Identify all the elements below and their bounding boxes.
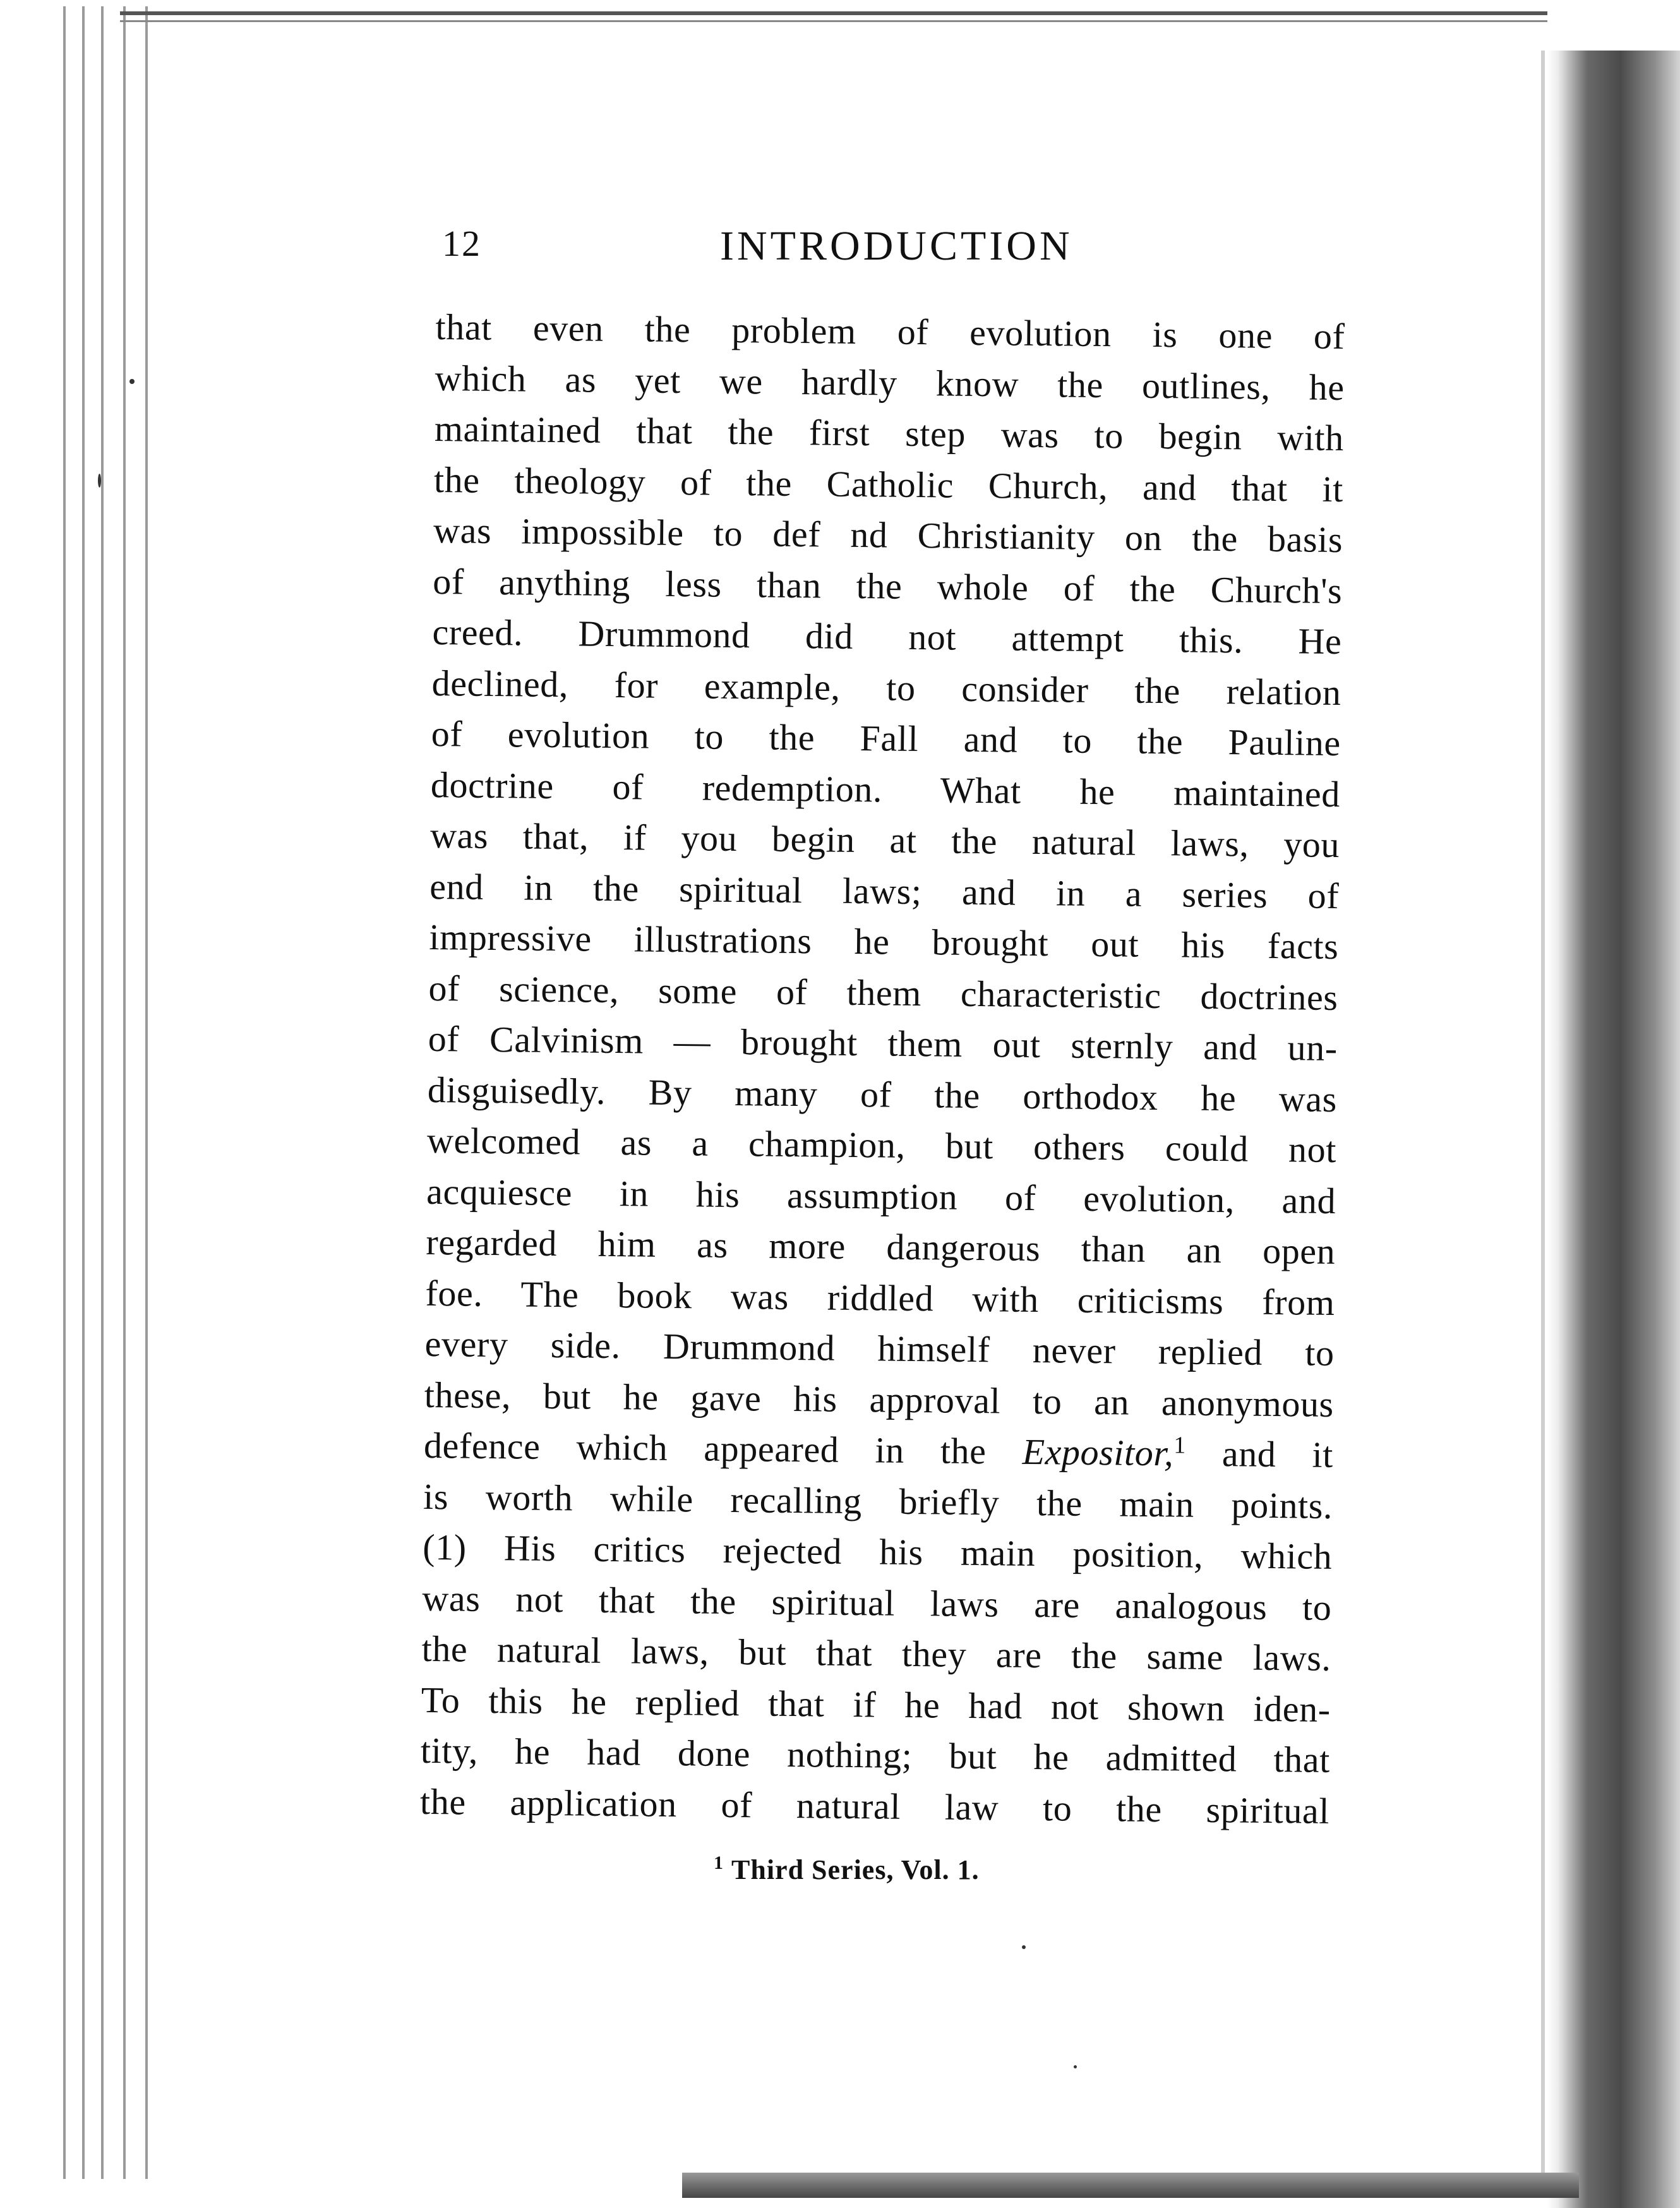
text-line: welcomed as a champion, but others could not (426, 1119, 1337, 1171)
page-edge-line (123, 6, 126, 2179)
text-line: foe. The book was riddled with criticisms from (425, 1272, 1335, 1323)
scan-speck (129, 379, 135, 384)
text-line: of science, some of them characteristic doctrines (428, 967, 1338, 1018)
italic-title: Expositor, (1022, 1431, 1174, 1474)
text-line: declined, for example, to consider the relation (431, 662, 1341, 713)
top-edge-rule-secondary (120, 20, 1547, 22)
text-line: of evolution to the Fall and to the Pauline (431, 712, 1341, 764)
book-spine-shadow (1547, 51, 1680, 2208)
text-line: these, but he gave his approval to an anonymous (424, 1374, 1335, 1425)
bottom-edge-rule (682, 2173, 1579, 2198)
text-line: acquiesce in his assumption of evolution, and (426, 1170, 1336, 1221)
text-line: every side. Drummond himself never replied to (424, 1323, 1335, 1374)
footnote (714, 1854, 980, 1886)
text-line: the natural laws, but that they are the same laws. (421, 1628, 1331, 1679)
text-line: of Calvinism — brought them out sternly and un- (428, 1017, 1338, 1069)
text-segment: defence which appeared in the (423, 1424, 1023, 1472)
page-edge-line (82, 6, 85, 2179)
gutter-line (1541, 51, 1545, 2173)
text-line: tity, he had done nothing; but he admitted that (420, 1729, 1331, 1780)
text-line: disguisedly. By many of the orthodox he was (427, 1069, 1338, 1120)
footnote-marker: 1 (714, 1852, 724, 1873)
text-line: was that, if you begin at the natural laws, you (429, 814, 1340, 866)
scan-speck (1022, 1945, 1026, 1949)
page-number: 12 (442, 223, 481, 264)
text-line: creed. Drummond did not attempt this. He (432, 611, 1342, 663)
text-line-with-footnote-ref (424, 1420, 1334, 1481)
top-edge-rule (120, 11, 1547, 15)
text-segment: and it (1185, 1432, 1334, 1475)
page-edge-line (101, 6, 104, 2179)
text-line: was impossible to def nd Christianity on the basis (433, 509, 1343, 561)
footnote-reference: 1 (1173, 1432, 1187, 1459)
page-edges (63, 6, 152, 2179)
text-line: impressive illustrations he brought out his facts (429, 916, 1339, 968)
text-line: which as yet we hardly know the outlines, he (435, 357, 1345, 408)
text-line: To this he replied that if he had not shown iden- (421, 1679, 1331, 1730)
page-edge-line (145, 6, 148, 2179)
text-line: end in the spiritual laws; and in a series of (429, 865, 1340, 916)
running-title: INTRODUCTION (720, 223, 1073, 269)
page-edge-line (63, 6, 66, 2179)
text-line: (1) His critics rejected his main position, which (423, 1526, 1333, 1577)
text-line: regarded him as more dangerous than an open (426, 1221, 1336, 1272)
text-line: is worth while recalling briefly the main points. (423, 1475, 1333, 1527)
text-line: was not that the spiritual laws are analogous to (422, 1577, 1332, 1628)
footnote-text: Third Series, Vol. 1. (731, 1854, 980, 1885)
text-line: of anything less than the whole of the Church's (433, 560, 1343, 611)
text-line: the theology of the Catholic Church, and that it (433, 459, 1344, 510)
running-head (442, 222, 1465, 279)
text-line: doctrine of redemption. What he maintained (430, 764, 1341, 815)
body-text (420, 302, 1345, 1837)
scan-speck (1074, 2065, 1077, 2068)
text-line: maintained that the first step was to begin with (434, 407, 1345, 459)
scan-speck (98, 474, 101, 488)
text-line: the application of natural law to the spiritual (419, 1780, 1330, 1832)
text-line: that even the problem of evolution is one of (435, 306, 1345, 357)
